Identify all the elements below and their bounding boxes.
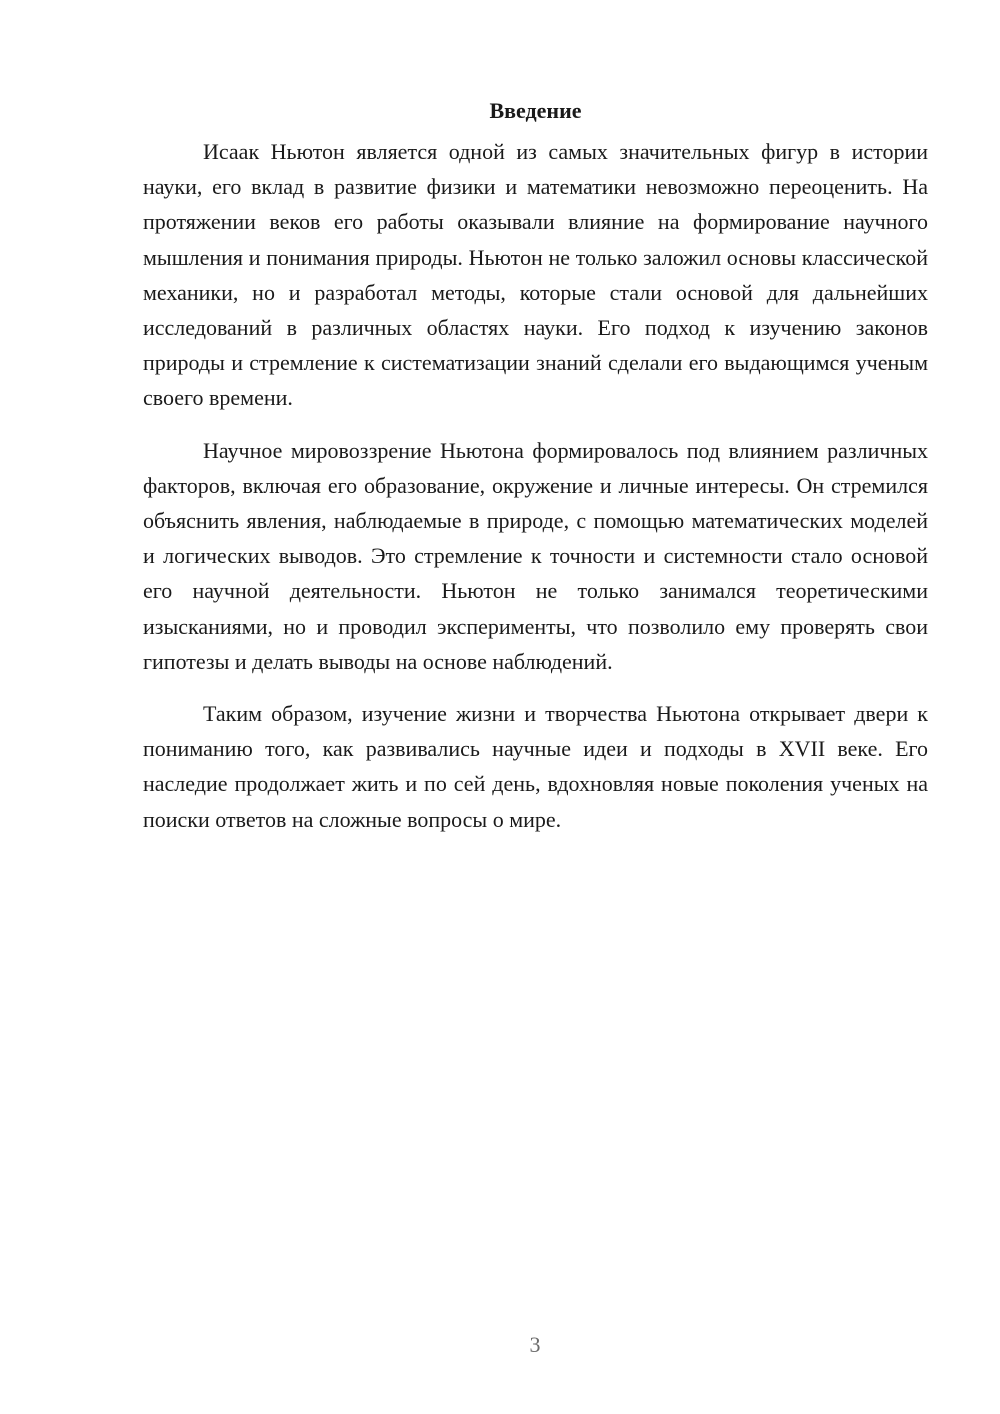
page-content <box>143 94 928 854</box>
paragraph-1: Исаак Ньютон является одной из самых значительных фигур в истории науки, его вклад в развитие физики и математики невозможно переоценить. На протяжении веков его работы оказывали влияние на формирование научного мышления и понимания природы. Ньютон не только заложил основы классической механики, но и разработал методы, которые стали основой для дальнейших исследований в различных областях науки. Его подход к изучению законов природы и стремление к систематизации знаний сделали его выдающимся ученым своего времени. <box>143 139 928 411</box>
paragraph-2: Научное мировоззрение Ньютона формировалось под влиянием различных факторов, включая его образование, окружение и личные интересы. Он стремился объяснить явления, наблюдаемые в природе, с помощью математических моделей и логических выводов. Это стремление к точности и системности стало основой его научной деятельности. Ньютон не только занимался теоретическими изысканиями, но и проводил эксперименты, что позволило ему проверять свои гипотезы и делать выводы на основе наблюдений. <box>143 437 928 674</box>
paragraph-3: Таким образом, изучение жизни и творчества Ньютона открывает двери к пониманию того, как развивались научные идеи и подходы в XVII веке. Его наследие продолжает жить и по сей день, вдохновляя новые поколения ученых на поиски ответов на сложные вопросы о мире. <box>143 701 928 832</box>
section-heading: Введение <box>489 98 582 123</box>
page-number: 3 <box>529 1332 541 1357</box>
